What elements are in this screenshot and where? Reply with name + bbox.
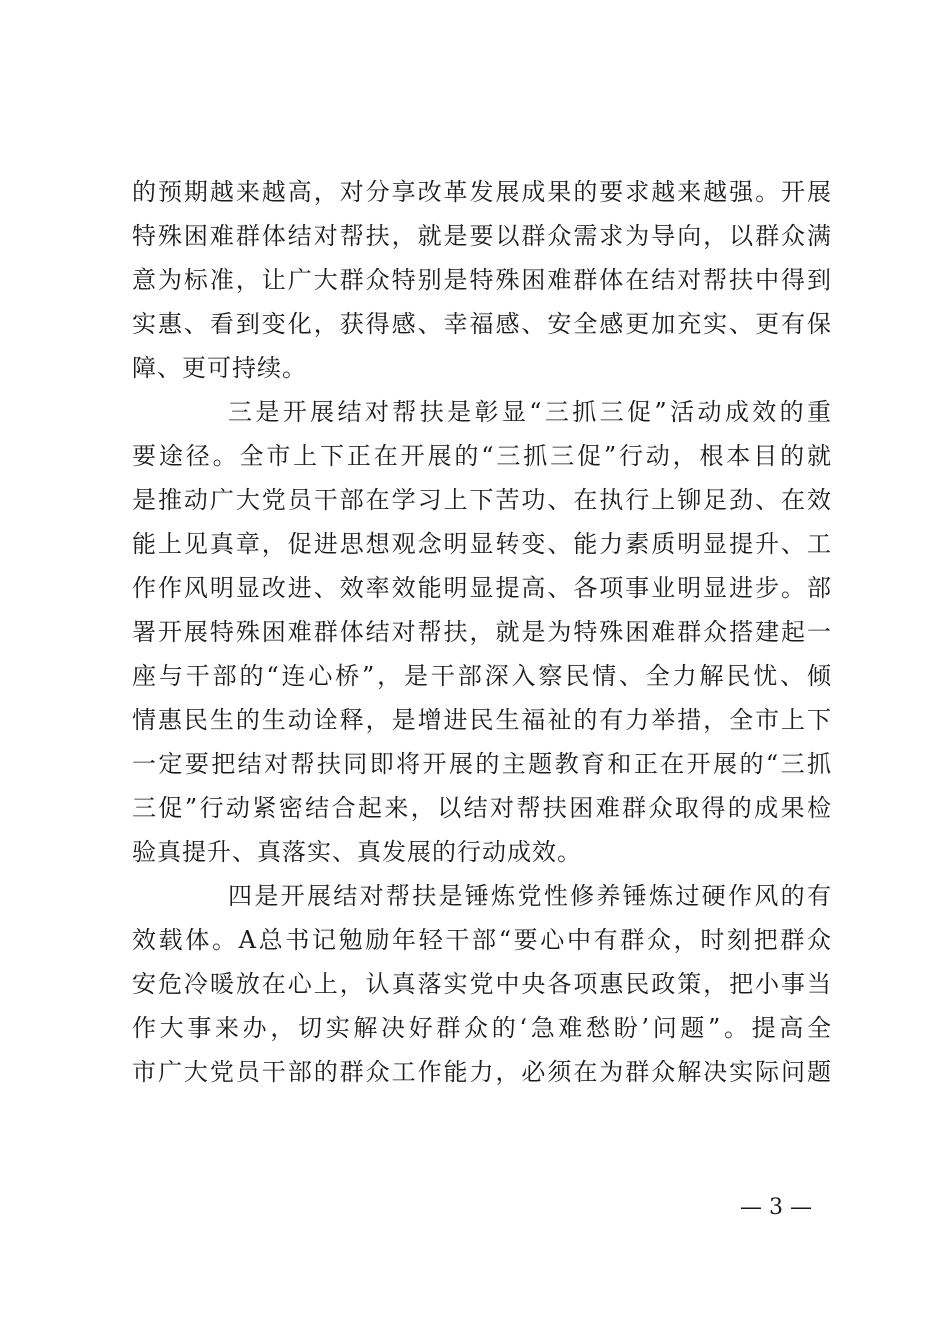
text-line: 要途径。全市上下正在开展的“三抓三促”行动，根本目的就 bbox=[132, 442, 832, 470]
text-line: 作大事来办，切实解决好群众的‘急难愁盼’问题”。提高全 bbox=[132, 1014, 832, 1042]
text-line: 验真提升、真落实、真发展的行动成效。 bbox=[132, 838, 582, 866]
page-number: — 3 — bbox=[740, 1195, 812, 1220]
paragraph-first-line: 三是开展结对帮扶是彰显“三抓三促”活动成效的重 bbox=[228, 398, 832, 426]
text-line: 情惠民生的生动诠释，是增进民生福祉的有力举措，全市上下 bbox=[132, 706, 832, 734]
text-line: 安危冷暖放在心上，认真落实党中央各项惠民政策，把小事当 bbox=[132, 970, 832, 998]
text-line: 意为标准，让广大群众特别是特殊困难群体在结对帮扶中得到 bbox=[132, 266, 832, 294]
paragraph-first-line: 四是开展结对帮扶是锤炼党性修养锤炼过硬作风的有 bbox=[228, 882, 832, 910]
text-line: 障、更可持续。 bbox=[132, 354, 307, 382]
text-line: 座与干部的“连心桥”，是干部深入察民情、全力解民忧、倾 bbox=[132, 662, 832, 690]
text-line: 能上见真章，促进思想观念明显转变、能力素质明显提升、工 bbox=[132, 530, 832, 558]
text-line: 市广大党员干部的群众工作能力，必须在为群众解决实际问题 bbox=[132, 1058, 832, 1086]
body-text bbox=[132, 170, 832, 1094]
text-line: 署开展特殊困难群体结对帮扶，就是为特殊困难群众搭建起一 bbox=[132, 618, 832, 646]
text-line: 是推动广大党员干部在学习上下苦功、在执行上铆足劲、在效 bbox=[132, 486, 832, 514]
text-line: 效载体。A总书记勉励年轻干部“要心中有群众，时刻把群众 bbox=[132, 926, 832, 954]
text-line: 作作风明显改进、效率效能明显提高、各项事业明显进步。部 bbox=[132, 574, 832, 602]
text-line: 实惠、看到变化，获得感、幸福感、安全感更加充实、更有保 bbox=[132, 310, 832, 338]
text-line: 三促”行动紧密结合起来，以结对帮扶困难群众取得的成果检 bbox=[132, 794, 832, 822]
text-line: 特殊困难群体结对帮扶，就是要以群众需求为导向，以群众满 bbox=[132, 222, 832, 250]
text-line: 的预期越来越高，对分享改革发展成果的要求越来越强。开展 bbox=[132, 178, 832, 206]
text-line: 一定要把结对帮扶同即将开展的主题教育和正在开展的“三抓 bbox=[132, 750, 832, 778]
